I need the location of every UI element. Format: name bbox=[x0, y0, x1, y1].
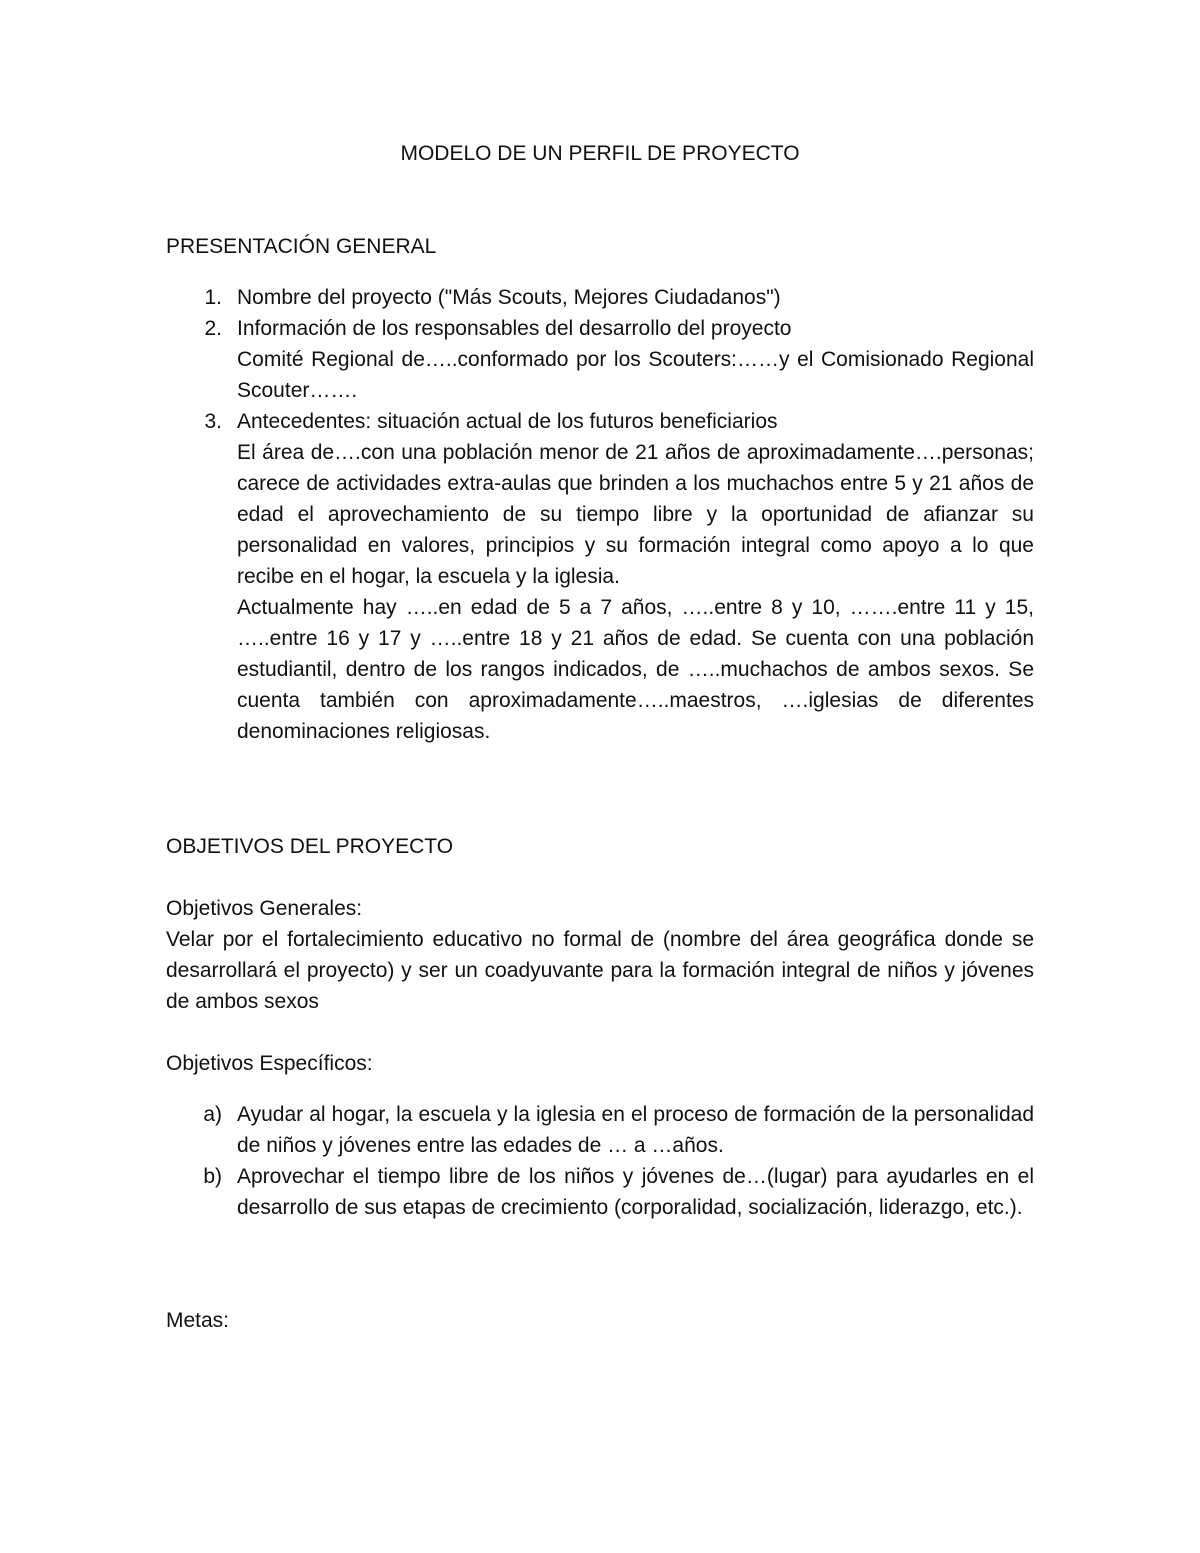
list-item bbox=[166, 1161, 1034, 1223]
general-objectives-text: Velar por el fortalecimiento educativo no formal de (nombre del área geográfica donde se desarrollará el proyecto) y ser un coadyuvante para la formación integral de niños y jóvenes de ambos sexos bbox=[166, 928, 1034, 1013]
presentacion-list bbox=[166, 282, 1034, 747]
document-title: MODELO DE UN PERFIL DE PROYECTO bbox=[400, 142, 800, 165]
list-item bbox=[166, 313, 1034, 406]
list-item bbox=[166, 1099, 1034, 1161]
list-item-text: Aprovechar el tiempo libre de los niños y jóvenes de…(lugar) para ayudarles en el desarrollo de sus etapas de crecimiento (corporalidad, socialización, liderazgo, etc.). bbox=[237, 1165, 1034, 1219]
list-marker: 3. bbox=[204, 410, 222, 433]
list-item-detail: Comité Regional de…..conformado por los Scouters:……y el Comisionado Regional Scouter……. bbox=[237, 348, 1034, 402]
specific-objectives-list bbox=[166, 1099, 1034, 1223]
list-marker: b) bbox=[203, 1165, 222, 1188]
specific-objectives-label: Objetivos Específicos: bbox=[166, 1052, 373, 1075]
section-heading-objetivos: OBJETIVOS DEL PROYECTO bbox=[166, 835, 454, 858]
list-item-text: Información de los responsables del desarrollo del proyecto bbox=[237, 317, 792, 340]
metas-label: Metas: bbox=[166, 1309, 230, 1332]
list-item-detail: El área de….con una población menor de 21 años de aproximadamente….personas; carece de actividades extra-aulas que brinden a los muchachos entre 5 y 21 años de edad el aprovechamiento de su tiempo libre y la oportunidad de afianzar su personalidad en valores, principios y su formación integral como apoyo a lo que recibe en el hogar, la escuela y la iglesia. bbox=[237, 441, 1034, 588]
list-item bbox=[166, 406, 1034, 747]
general-objectives-label: Objetivos Generales: bbox=[166, 897, 363, 920]
section-heading-presentacion: PRESENTACIÓN GENERAL bbox=[166, 235, 437, 258]
list-item bbox=[166, 282, 1034, 313]
list-item-text: Nombre del proyecto ("Más Scouts, Mejores Ciudadanos") bbox=[237, 286, 781, 309]
list-marker: 2. bbox=[204, 317, 222, 340]
list-item-text: Ayudar al hogar, la escuela y la iglesia en el proceso de formación de la personalidad de niños y jóvenes entre las edades de … a …años. bbox=[237, 1103, 1034, 1157]
list-item-detail-2: Actualmente hay …..en edad de 5 a 7 años, …..entre 8 y 10, …….entre 11 y 15, …..entre 16 y 17 y …..entre 18 y 21 años de edad. Se cuenta con una población estudiantil, dentro de los rangos indicados, de …..muchachos de ambos sexos. Se cuenta también con aproximadamente…..maestros, ….iglesias de diferentes denominaciones religiosas. bbox=[237, 596, 1034, 743]
list-marker: 1. bbox=[204, 286, 222, 309]
list-marker: a) bbox=[203, 1103, 222, 1126]
list-item-text: Antecedentes: situación actual de los futuros beneficiarios bbox=[237, 410, 778, 433]
